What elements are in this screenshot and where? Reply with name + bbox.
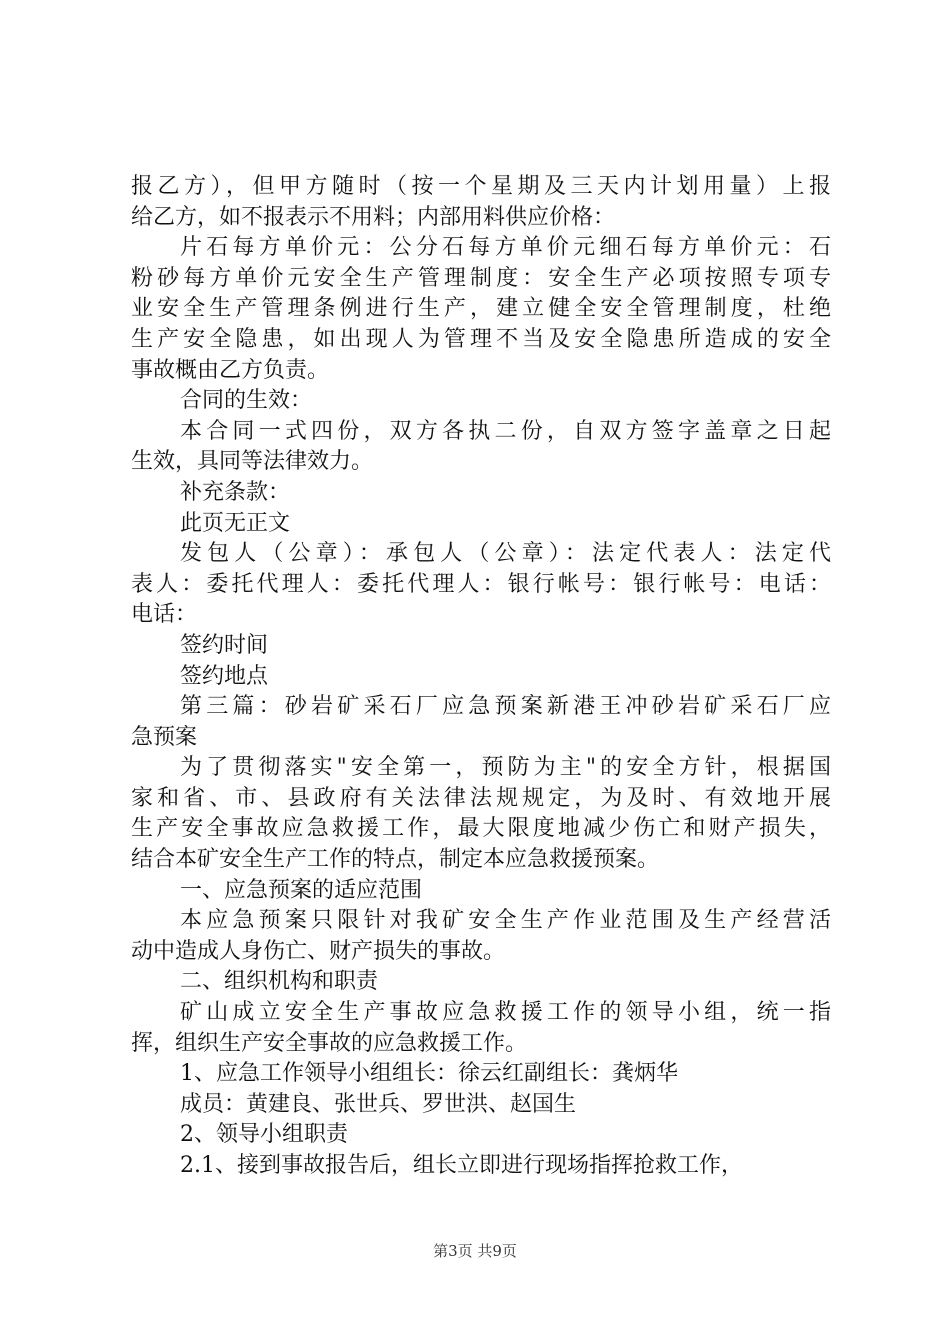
body-text	[131, 172, 831, 1182]
text-line: 签约时间	[180, 632, 269, 658]
text-line: 2、领导小组职责	[180, 1122, 348, 1148]
text-line: 成员：黄建良、张世兵、罗世洪、赵国生	[180, 1091, 577, 1117]
text-line: 电话：	[131, 602, 198, 628]
page-number-footer: 第3页 共9页	[433, 1242, 517, 1260]
text-line: 合同的生效：	[180, 388, 313, 414]
text-line: 事故概由乙方负责。	[131, 357, 330, 383]
text-line: 二、组织机构和职责	[180, 969, 379, 995]
text-line: 业安全生产管理条例进行生产，建立健全安全管理制度，杜绝	[131, 296, 831, 322]
text-line: 为了贯彻落实"安全第一，预防为主"的安全方针，根据国	[180, 755, 831, 781]
text-line: 本合同一式四份，双方各执二份，自双方签字盖章之日起	[180, 418, 831, 444]
text-line: 此页无正文	[180, 510, 291, 536]
text-line: 矿山成立安全生产事故应急救援工作的领导小组，统一指	[180, 1000, 831, 1026]
text-line: 粉砂每方单价元安全生产管理制度：安全生产必项按照专项专	[131, 265, 831, 291]
text-line: 结合本矿安全生产工作的特点，制定本应急救援预案。	[131, 847, 660, 873]
text-line: 家和省、市、县政府有关法律法规规定，为及时、有效地开展	[131, 785, 831, 811]
text-line: 给乙方，如不报表示不用料；内部用料供应价格：	[131, 204, 616, 230]
text-line: 补充条款：	[180, 479, 291, 505]
text-line: 表人：委托代理人：委托代理人：银行帐号：银行帐号：电话：	[131, 571, 831, 597]
text-line: 本应急预案只限针对我矿安全生产作业范围及生产经营活	[180, 908, 831, 934]
text-line: 挥，组织生产安全事故的应急救援工作。	[131, 1030, 528, 1056]
text-line: 动中造成人身伤亡、财产损失的事故。	[131, 938, 506, 964]
text-line: 发包人（公章）：承包人（公章）：法定代表人：法定代	[180, 541, 831, 567]
text-line: 报乙方），但甲方随时（按一个星期及三天内计划用量）上报	[131, 174, 831, 199]
text-line: 生产安全隐患，如出现人为管理不当及安全隐患所造成的安全	[131, 326, 831, 352]
section-heading: 第三篇：砂岩矿采石厂应急预案新港王冲砂岩矿采石厂应	[180, 694, 831, 720]
text-line: 1、应急工作领导小组组长：徐云红副组长：龚炳华	[180, 1061, 678, 1087]
text-line: 一、应急预案的适应范围	[180, 877, 423, 903]
section-heading: 急预案	[131, 724, 198, 750]
text-line: 2.1、接到事故报告后，组长立即进行现场指挥抢救工作，	[180, 1153, 743, 1178]
text-line: 生效，具同等法律效力。	[131, 449, 374, 475]
text-line: 生产安全事故应急救援工作，最大限度地减少伤亡和财产损失，	[131, 816, 831, 842]
text-line: 片石每方单价元：公分石每方单价元细石每方单价元：石	[180, 235, 831, 261]
text-line: 签约地点	[180, 663, 269, 689]
